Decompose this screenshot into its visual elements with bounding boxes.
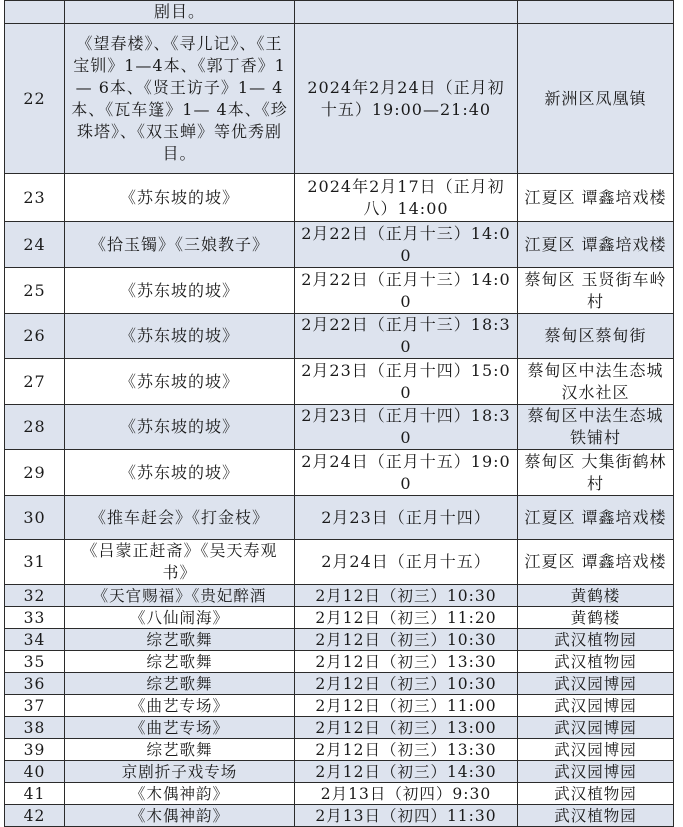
program-cell: 《苏东坡的坡》 (65, 174, 295, 222)
time-cell: 2月22日（正月十三）18:30 (295, 314, 518, 359)
time-cell: 2月24日（正月十五） (295, 540, 518, 585)
program-cell: 《曲艺专场》 (65, 717, 295, 739)
venue-cell: 武汉园博园 (518, 717, 674, 739)
time-cell: 2月23日（正月十四）18:30 (295, 405, 518, 450)
program-cell: 《曲艺专场》 (65, 695, 295, 717)
venue-cell: 江夏区 谭鑫培戏楼 (518, 540, 674, 585)
time-cell: 2月22日（正月十三）14:00 (295, 268, 518, 314)
program-cell: 《苏东坡的坡》 (65, 268, 295, 314)
program-cell: 《苏东坡的坡》 (65, 359, 295, 405)
row-number: 22 (5, 24, 65, 174)
row-number: 28 (5, 405, 65, 450)
row-number: 40 (5, 761, 65, 783)
table-row (5, 585, 674, 607)
venue-cell: 新洲区凤凰镇 (518, 24, 674, 174)
row-number (5, 1, 65, 24)
time-cell: 2月22日（正月十三）14:00 (295, 222, 518, 268)
venue-cell: 黄鹤楼 (518, 607, 674, 629)
time-cell: 2月12日（初三）14:30 (295, 761, 518, 783)
venue-cell: 蔡甸区蔡甸街 (518, 314, 674, 359)
venue-cell: 江夏区 谭鑫培戏楼 (518, 174, 674, 222)
table-row (5, 174, 674, 222)
time-cell: 2月24日（正月十五）19:00 (295, 450, 518, 496)
time-cell: 2月12日（初三）10:30 (295, 629, 518, 651)
venue-cell: 武汉植物园 (518, 629, 674, 651)
row-number: 27 (5, 359, 65, 405)
program-cell: 综艺歌舞 (65, 651, 295, 673)
time-cell: 2月12日（初三）11:00 (295, 695, 518, 717)
venue-cell: 武汉园博园 (518, 739, 674, 761)
table-row (5, 695, 674, 717)
program-cell: 《吕蒙正赶斋》《吴天寿观书》 (65, 540, 295, 585)
time-cell: 2月23日（正月十四） (295, 496, 518, 540)
program-cell: 《木偶神韵》 (65, 783, 295, 805)
time-cell: 2月12日（初三）13:00 (295, 717, 518, 739)
venue-cell: 武汉植物园 (518, 783, 674, 805)
program-cell: 《苏东坡的坡》 (65, 450, 295, 496)
row-number: 26 (5, 314, 65, 359)
row-number: 42 (5, 805, 65, 827)
time-cell: 2月12日（初三）13:30 (295, 739, 518, 761)
table-row (5, 761, 674, 783)
table-row (5, 717, 674, 739)
row-number: 34 (5, 629, 65, 651)
program-cell: 《苏东坡的坡》 (65, 405, 295, 450)
table-row (5, 805, 674, 827)
row-number: 25 (5, 268, 65, 314)
time-cell: 2月13日（初四）9:30 (295, 783, 518, 805)
row-number: 24 (5, 222, 65, 268)
time-cell: 2月12日（初三）10:30 (295, 585, 518, 607)
venue-cell: 武汉植物园 (518, 805, 674, 827)
schedule-table (4, 0, 674, 827)
time-cell (295, 1, 518, 24)
table-row (5, 1, 674, 24)
venue-cell: 蔡甸区中法生态城汉水社区 (518, 359, 674, 405)
time-cell: 2月13日（初四）11:30 (295, 805, 518, 827)
table-row (5, 651, 674, 673)
venue-cell: 武汉园博园 (518, 761, 674, 783)
program-cell: 《推车赶会》《打金枝》 (65, 496, 295, 540)
venue-cell: 江夏区 谭鑫培戏楼 (518, 222, 674, 268)
program-cell: 剧目。 (65, 1, 295, 24)
row-number: 33 (5, 607, 65, 629)
venue-cell: 蔡甸区 玉贤街车岭村 (518, 268, 674, 314)
table-row (5, 359, 674, 405)
table-row (5, 314, 674, 359)
row-number: 37 (5, 695, 65, 717)
program-cell: 综艺歌舞 (65, 629, 295, 651)
program-cell: 《拾玉镯》《三娘教子》 (65, 222, 295, 268)
venue-cell: 蔡甸区 大集街鹤林村 (518, 450, 674, 496)
program-cell: 《苏东坡的坡》 (65, 314, 295, 359)
table-row (5, 24, 674, 174)
program-cell: 《天官赐福》《贵妃醉酒 (65, 585, 295, 607)
table-row (5, 222, 674, 268)
row-number: 35 (5, 651, 65, 673)
program-cell: 《木偶神韵》 (65, 805, 295, 827)
venue-cell: 蔡甸区中法生态城铁铺村 (518, 405, 674, 450)
time-cell: 2月12日（初三）10:30 (295, 673, 518, 695)
program-cell: 《望春楼》、《寻儿记》、《王宝钏》1—4本、《郭丁香》1— 6本、《贤王访子》1— 4本、《瓦车篷》1— 4本、《珍珠塔》、《双玉蝉》等优秀剧目。 (65, 24, 295, 174)
table-row (5, 673, 674, 695)
venue-cell: 武汉园博园 (518, 695, 674, 717)
venue-cell: 武汉植物园 (518, 651, 674, 673)
row-number: 41 (5, 783, 65, 805)
program-cell: 综艺歌舞 (65, 673, 295, 695)
table-row (5, 540, 674, 585)
table-row (5, 629, 674, 651)
row-number: 32 (5, 585, 65, 607)
row-number: 30 (5, 496, 65, 540)
row-number: 39 (5, 739, 65, 761)
table-row (5, 405, 674, 450)
table-row (5, 450, 674, 496)
program-cell: 综艺歌舞 (65, 739, 295, 761)
program-cell: 京剧折子戏专场 (65, 761, 295, 783)
venue-cell: 江夏区 谭鑫培戏楼 (518, 496, 674, 540)
time-cell: 2月12日（初三）11:20 (295, 607, 518, 629)
table-row (5, 496, 674, 540)
row-number: 23 (5, 174, 65, 222)
time-cell: 2月23日（正月十四）15:00 (295, 359, 518, 405)
table-row (5, 739, 674, 761)
table-row (5, 607, 674, 629)
venue-cell: 武汉园博园 (518, 673, 674, 695)
row-number: 31 (5, 540, 65, 585)
time-cell: 2024年2月24日（正月初十五）19:00—21:40 (295, 24, 518, 174)
table-row (5, 783, 674, 805)
row-number: 36 (5, 673, 65, 695)
table-row (5, 268, 674, 314)
time-cell: 2月12日（初三）13:30 (295, 651, 518, 673)
venue-cell (518, 1, 674, 24)
time-cell: 2024年2月17日（正月初八）14:00 (295, 174, 518, 222)
program-cell: 《八仙闹海》 (65, 607, 295, 629)
row-number: 29 (5, 450, 65, 496)
row-number: 38 (5, 717, 65, 739)
venue-cell: 黄鹤楼 (518, 585, 674, 607)
